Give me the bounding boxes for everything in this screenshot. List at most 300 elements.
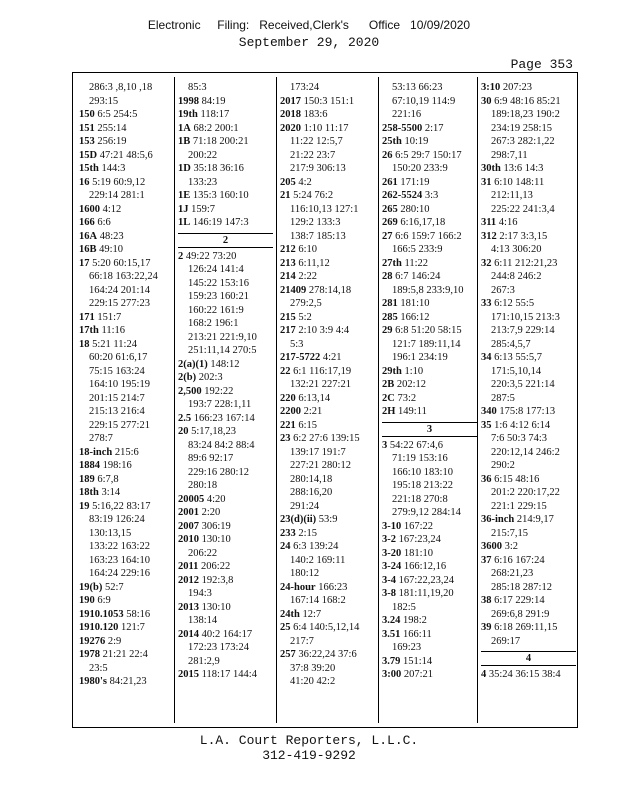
index-entry — [79, 338, 171, 446]
index-term: 281 — [382, 298, 398, 309]
index-entry — [481, 176, 576, 217]
index-entry — [178, 135, 273, 162]
index-entry — [382, 520, 477, 534]
index-entry — [280, 257, 378, 271]
page-line-refs: 2:22 — [298, 271, 318, 282]
page-line-refs: 135:3 160:10 — [192, 190, 249, 201]
page-line-refs: 213:7,9 229:14 — [491, 325, 555, 336]
entry-first-line — [280, 405, 378, 419]
entry-first-line — [382, 216, 477, 230]
index-term: 19th — [178, 109, 198, 120]
entry-first-line — [481, 257, 576, 271]
page-line-refs: 68:2 200:1 — [193, 122, 239, 134]
index-entry — [382, 297, 477, 311]
index-term: 1E — [178, 190, 191, 201]
page-line-refs: 4:12 — [102, 203, 122, 215]
index-term: 25th — [382, 136, 402, 147]
page-line-refs: 75:15 163:24 — [89, 365, 145, 377]
page-line-refs: 132:21 227:21 — [290, 379, 351, 390]
index-entry — [481, 473, 576, 514]
page-number: Page 353 — [510, 57, 573, 72]
page-line-refs: 4:16 — [498, 217, 518, 228]
page-line-refs: 220:12,14 246:2 — [491, 446, 560, 458]
page-line-refs: 180:12 — [290, 568, 320, 579]
entry-first-line — [382, 257, 477, 271]
page-line-refs: 41:20 42:2 — [290, 676, 336, 687]
page-line-refs: 54:22 67:4,6 — [389, 439, 443, 451]
page-line-refs: 6:16 167:24 — [494, 554, 545, 566]
page-line-refs: 221:1 229:15 — [491, 500, 547, 512]
entry-first-line — [280, 284, 378, 298]
page-line-refs: 175:8 177:13 — [499, 406, 556, 417]
entry-first-line — [481, 540, 576, 554]
page-line-refs: 52:7 — [104, 581, 124, 593]
index-entry — [178, 533, 273, 560]
index-term: 31 — [481, 176, 492, 188]
page-line-refs: 130:10 — [201, 534, 231, 545]
page-line-refs: 280:10 — [400, 203, 430, 215]
index-entry — [178, 162, 273, 189]
entry-first-line — [79, 108, 171, 122]
page-line-refs: 171:19 — [400, 176, 430, 188]
entry-first-line — [481, 176, 576, 190]
page-line-refs: 148:12 — [210, 358, 240, 370]
entry-first-line — [178, 135, 273, 149]
entry-first-line — [178, 162, 273, 176]
page-line-refs: 189:18,23 190:2 — [491, 109, 560, 120]
page-line-refs: 159:7 — [191, 203, 216, 215]
entry-first-line — [79, 324, 171, 338]
index-entry — [481, 405, 576, 419]
page-line-refs: 73:2 — [397, 392, 417, 404]
index-term: 36-inch — [481, 514, 515, 525]
page-line-refs: 58:16 — [126, 608, 151, 620]
index-term: 214 — [280, 271, 296, 282]
page-line-refs: 89:6 92:17 — [188, 453, 234, 464]
page-line-refs: 4:13 306:20 — [491, 244, 542, 255]
index-entry — [382, 81, 477, 122]
entry-first-line — [178, 122, 273, 136]
index-term: 36 — [481, 473, 492, 485]
page-line-refs: 195:18 213:22 — [392, 480, 453, 491]
index-term: 312 — [481, 230, 497, 242]
entry-first-line — [382, 176, 477, 190]
page-line-refs: 5:3 — [290, 338, 304, 350]
index-entry — [382, 176, 477, 190]
entry-first-line — [280, 257, 378, 271]
index-entry — [382, 547, 477, 561]
index-entry — [280, 243, 378, 257]
entry-first-line — [481, 405, 576, 419]
index-term: 233 — [280, 527, 296, 539]
index-entry — [382, 257, 477, 271]
page-line-refs: 35:24 36:15 38:4 — [488, 669, 561, 680]
entry-first-line — [79, 135, 171, 149]
index-column-1 — [79, 81, 171, 689]
index-term: 2(b) — [178, 372, 197, 383]
entry-first-line — [178, 95, 273, 109]
index-term: 1600 — [79, 203, 100, 215]
page-line-refs: 130:10 — [201, 601, 231, 613]
page-line-refs: 47:21 48:5,6 — [99, 149, 153, 161]
page-line-refs: 280:18 — [188, 480, 218, 491]
page-line-refs: 229:15 277:21 — [89, 419, 150, 431]
entry-first-line — [280, 189, 378, 203]
page-line-refs: 2:9 — [107, 635, 122, 647]
entry-first-line — [481, 351, 576, 365]
index-term: 2(a)(1) — [178, 358, 208, 370]
page-line-refs: 138:14 — [188, 615, 218, 626]
page-line-refs: 5:21 11:24 — [92, 338, 137, 350]
index-term: 153 — [79, 136, 95, 147]
index-term: 3-8 — [382, 588, 396, 599]
page-line-refs: 121:7 189:11,14 — [392, 338, 461, 350]
page-line-refs: 164:10 195:19 — [89, 379, 150, 390]
index-entry — [79, 581, 171, 595]
entry-first-line — [382, 189, 477, 203]
page-line-refs: 11:16 — [101, 325, 125, 336]
index-entry — [280, 95, 378, 109]
entry-first-line — [178, 601, 273, 615]
entry-first-line — [280, 527, 378, 541]
page-line-refs: 150:20 233:9 — [392, 163, 448, 174]
page-line-refs: 256:19 — [97, 136, 127, 147]
page-line-refs: 234:19 258:15 — [491, 122, 552, 134]
court-reporter-footer — [0, 733, 618, 763]
index-term: 1884 — [79, 460, 100, 471]
page-line-refs: 6:6 — [97, 217, 111, 228]
entry-first-line — [178, 358, 273, 372]
index-term: 1910.120 — [79, 622, 119, 633]
index-term: 16B — [79, 244, 97, 255]
index-entry — [79, 621, 171, 635]
index-entry — [79, 311, 171, 325]
index-entry — [280, 581, 378, 608]
entry-first-line — [178, 189, 273, 203]
index-entry — [280, 176, 378, 190]
index-term: 15th — [79, 163, 99, 174]
index-entry — [178, 189, 273, 203]
entry-first-line — [280, 365, 378, 379]
page-line-refs: 167:22 — [403, 520, 434, 532]
index-term: 2H — [382, 406, 396, 417]
index-term: 23(d)(ii) — [280, 514, 317, 525]
entry-first-line — [79, 581, 171, 595]
index-entry — [382, 668, 477, 682]
entry-first-line — [79, 621, 171, 635]
page-line-refs: 166:12,16 — [403, 561, 447, 572]
entry-first-line — [382, 405, 477, 419]
page-line-refs: 11:22 — [404, 257, 428, 269]
index-entry — [481, 297, 576, 351]
page-line-refs: 138:7 185:13 — [290, 230, 346, 242]
entry-first-line — [382, 365, 477, 379]
index-term: 18th — [79, 487, 99, 498]
index-term: 3-10 — [382, 520, 402, 532]
index-term: 2 — [178, 250, 184, 262]
page-line-refs: 149:11 — [398, 406, 427, 417]
entry-first-line — [382, 270, 477, 284]
index-entry — [280, 392, 378, 406]
index-term: 24 — [280, 541, 291, 552]
index-term: 2001 — [178, 507, 199, 518]
page-line-refs: 66:18 163:22,24 — [89, 271, 158, 282]
index-entry — [178, 385, 273, 412]
entry-first-line — [382, 547, 477, 561]
page-line-refs: 212:11,13 — [491, 190, 533, 201]
page-line-refs: 293:15 — [89, 95, 119, 107]
index-entry — [79, 446, 171, 460]
section-header: 4 — [481, 651, 576, 666]
index-entry — [79, 486, 171, 500]
filing-stamp: Electronic Filing: Received,Clerk's Office 10/09/2020 — [147, 18, 471, 32]
page-line-refs: 267:3 282:1,22 — [491, 136, 555, 147]
page-line-refs: 145:22 153:16 — [188, 277, 249, 289]
entry-first-line — [79, 311, 171, 325]
entry-first-line — [481, 162, 576, 176]
page-line-refs: 7:6 50:3 74:3 — [491, 433, 548, 444]
entry-first-line — [280, 311, 378, 325]
page-line-refs: 21:21 22:4 — [102, 649, 148, 660]
page-line-refs: 217:7 — [290, 635, 314, 647]
page-line-refs: 207:21 — [403, 669, 434, 680]
entry-first-line — [280, 324, 378, 338]
page-line-refs: 287:5 — [491, 392, 515, 404]
index-entry — [178, 108, 273, 122]
index-entry — [280, 419, 378, 433]
index-entry — [481, 513, 576, 540]
page-line-refs: 12:7 — [302, 608, 322, 620]
page-line-refs: 229:15 277:23 — [89, 298, 150, 309]
entry-first-line — [382, 122, 477, 136]
page-line-refs: 217:9 306:13 — [290, 163, 346, 174]
page-line-refs: 6:13,14 — [298, 392, 331, 404]
page-line-refs: 269:17 — [491, 635, 521, 647]
index-column-5 — [481, 81, 576, 682]
entry-first-line — [280, 419, 378, 433]
page-line-refs: 166:23 167:14 — [193, 412, 255, 424]
index-term: 3-2 — [382, 534, 396, 545]
index-term: 15D — [79, 149, 98, 161]
page-line-refs: 21:22 23:7 — [290, 149, 336, 161]
entry-first-line — [382, 149, 477, 163]
index-entry — [280, 405, 378, 419]
page-line-refs: 71:19 153:16 — [392, 453, 448, 464]
entry-first-line — [79, 648, 171, 662]
index-entry — [280, 621, 378, 648]
page-line-refs: 227:21 280:12 — [290, 460, 351, 471]
page-line-refs: 166:11 — [403, 628, 432, 640]
index-term: 2014 — [178, 628, 199, 640]
page-line-refs: 164:24 229:16 — [89, 568, 150, 579]
reporter-name: L.A. Court Reporters, L.L.C. — [199, 733, 419, 748]
entry-first-line — [79, 486, 171, 500]
index-term: 19276 — [79, 635, 106, 647]
page-line-refs: 4:21 — [322, 352, 342, 363]
page-line-refs: 194:3 — [188, 588, 212, 599]
page-line-refs: 267:3 — [491, 284, 515, 296]
index-entry — [280, 351, 378, 365]
page-line-refs: 202:12 — [396, 379, 427, 390]
entry-first-line — [481, 473, 576, 487]
index-entry — [79, 500, 171, 581]
page-line-refs: 150:3 151:1 — [303, 95, 355, 107]
entry-first-line — [481, 419, 576, 433]
index-term: 22 — [280, 365, 291, 377]
entry-first-line — [382, 560, 477, 574]
page-line-refs: 6:11 212:21,23 — [494, 257, 558, 269]
page-line-refs: 144:3 — [101, 163, 126, 174]
page-line-refs: 116:10,13 127:1 — [290, 203, 359, 215]
index-term: 2011 — [178, 561, 199, 572]
index-term: 3600 — [481, 541, 502, 552]
page-line-refs: 200:22 — [188, 149, 218, 161]
page-line-refs: 214:9,17 — [516, 514, 554, 525]
entry-first-line — [178, 668, 273, 682]
index-entry — [79, 635, 171, 649]
index-term: 311 — [481, 217, 497, 228]
index-term: 2020 — [280, 122, 301, 134]
entry-first-line — [79, 122, 171, 136]
index-entry — [280, 513, 378, 527]
index-entry — [79, 230, 171, 244]
entry-first-line — [481, 297, 576, 311]
page-line-refs: 118:17 144:4 — [201, 669, 257, 680]
entry-first-line — [178, 520, 273, 534]
index-entry — [481, 554, 576, 595]
entry-first-line — [280, 108, 378, 122]
page-line-refs: 192:3,8 — [201, 574, 234, 586]
index-entry — [481, 95, 576, 163]
entry-first-line — [178, 506, 273, 520]
entry-first-line — [79, 338, 171, 352]
entry-first-line — [280, 351, 378, 365]
index-frame — [72, 72, 578, 728]
page-line-refs: 6:15 — [298, 419, 318, 431]
page-line-refs: 163:23 164:10 — [89, 554, 150, 566]
entry-first-line — [79, 149, 171, 163]
entry-first-line — [280, 540, 378, 554]
index-entry — [382, 216, 477, 230]
page-line-refs: 129:2 133:3 — [290, 217, 341, 228]
page-line-refs: 6:8 51:20 58:15 — [395, 325, 462, 336]
page-line-refs: 133:23 — [188, 176, 218, 188]
index-entry — [481, 419, 576, 473]
index-term: 3.79 — [382, 655, 401, 667]
page-line-refs: 201:15 214:7 — [89, 392, 145, 404]
page-line-refs: 6:16,17,18 — [400, 217, 446, 228]
index-term: 171 — [79, 311, 95, 323]
index-entry — [382, 405, 477, 419]
page-line-refs: 133:22 163:22 — [89, 541, 150, 552]
page-line-refs: 225:22 241:3,4 — [491, 203, 555, 215]
page-line-refs: 6:12 55:5 — [494, 298, 535, 309]
index-entry — [382, 628, 477, 655]
page-line-refs: 3:14 — [101, 487, 121, 498]
index-entry — [178, 371, 273, 385]
page-line-refs: 182:5 — [392, 601, 416, 613]
page-line-refs: 168:2 196:1 — [188, 318, 239, 329]
index-term: 30 — [481, 95, 492, 107]
page-line-refs: 6:17 229:14 — [494, 595, 545, 606]
index-entry — [382, 439, 477, 520]
page-line-refs: 85:3 — [188, 82, 207, 93]
index-term: 3.51 — [382, 628, 401, 640]
page-line-refs: 159:23 160:21 — [188, 291, 249, 302]
entry-first-line — [382, 655, 477, 669]
page-line-refs: 2:15 — [298, 527, 318, 539]
index-entry — [79, 459, 171, 473]
index-entry — [280, 432, 378, 513]
index-entry — [178, 81, 273, 95]
page-line-refs: 183:6 — [303, 109, 328, 120]
entry-first-line — [382, 533, 477, 547]
page-line-refs: 1:6 4:12 6:14 — [494, 419, 551, 431]
index-term: 20 — [178, 426, 189, 437]
page-line-refs: 281:2,9 — [188, 655, 220, 667]
index-entry — [481, 540, 576, 554]
page-line-refs: 213:21 221:9,10 — [188, 331, 257, 343]
column-divider — [276, 77, 277, 723]
index-term: 37 — [481, 554, 492, 566]
page-line-refs: 6:9 48:16 85:21 — [494, 95, 561, 107]
index-entry — [280, 365, 378, 392]
index-term: 151 — [79, 122, 95, 134]
index-entry — [79, 243, 171, 257]
index-entry — [481, 668, 576, 682]
column-divider — [378, 77, 379, 723]
entry-first-line — [481, 554, 576, 568]
index-term: 258-5500 — [382, 122, 423, 134]
page-line-refs: 36:22,24 37:6 — [298, 649, 357, 660]
entry-first-line — [280, 122, 378, 136]
entry-first-line — [178, 412, 273, 426]
entry-first-line — [79, 635, 171, 649]
page-line-refs: 6:13 55:5,7 — [494, 352, 542, 363]
entry-first-line — [481, 216, 576, 230]
page-line-refs: 49:10 — [99, 244, 124, 255]
entry-first-line — [280, 513, 378, 527]
entry-first-line — [79, 675, 171, 689]
page-line-refs: 10:19 — [404, 136, 429, 147]
index-term: 19(b) — [79, 581, 103, 593]
entry-first-line — [382, 520, 477, 534]
page-line-refs: 298:7,11 — [491, 149, 528, 161]
index-term: 1L — [178, 217, 191, 228]
page-line-refs: 280:14,18 — [290, 473, 333, 485]
entry-first-line — [280, 270, 378, 284]
entry-first-line — [382, 628, 477, 642]
page-line-refs: 6:2 27:6 139:15 — [293, 433, 360, 444]
entry-first-line — [382, 297, 477, 311]
page-line-refs: 5:17,18,23 — [191, 426, 237, 437]
entry-first-line — [280, 243, 378, 257]
index-entry — [280, 270, 378, 284]
index-term: 340 — [481, 406, 497, 417]
index-entry — [79, 473, 171, 487]
entry-first-line — [382, 203, 477, 217]
index-entry — [382, 189, 477, 203]
entry-first-line — [481, 230, 576, 244]
index-term: 17 — [79, 257, 90, 269]
index-term: 16 — [79, 176, 90, 188]
page-line-refs: 23:5 — [89, 662, 108, 674]
page-line-refs: 71:18 200:21 — [192, 136, 249, 147]
index-term: 34 — [481, 352, 492, 363]
entry-first-line — [178, 425, 273, 439]
index-term: 25 — [280, 622, 291, 633]
index-entry — [178, 358, 273, 372]
